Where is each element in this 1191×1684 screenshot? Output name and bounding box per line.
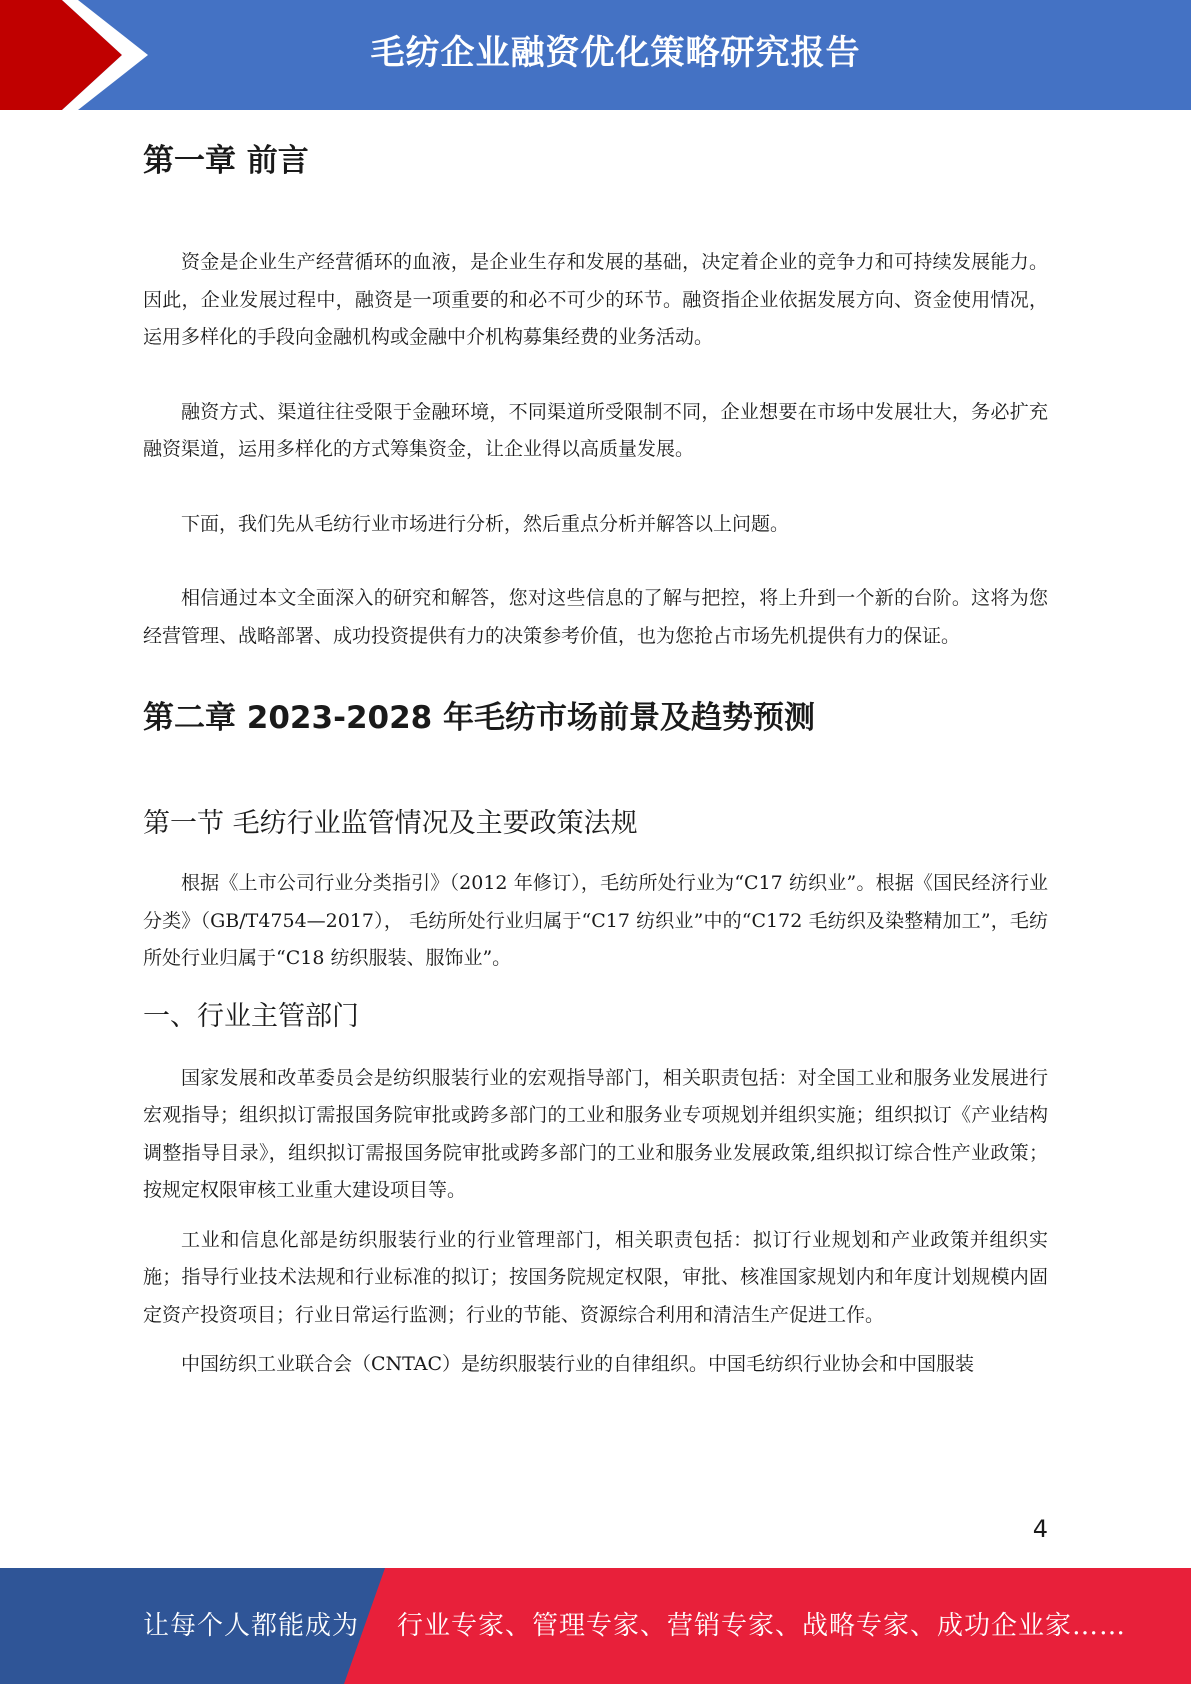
footer-slogan-right: 行业专家、管理专家、营销专家、战略专家、成功企业家…… — [397, 1611, 1127, 1641]
chapter-1-paragraph: 下面，我们先从毛纺行业市场进行分析，然后重点分析并解答以上问题。 — [181, 512, 790, 535]
report-title: 毛纺企业融资优化策略研究报告 — [370, 33, 861, 73]
subsection-1-paragraph: 中国纺织工业联合会（CNTAC）是纺织服装行业的自律组织。中国毛纺织行业协会和中国服装 — [181, 1353, 975, 1375]
chapter-1-paragraph: 资金是企业生产经营循环的血液，是企业生存和发展的基础，决定着企业的竞争力和可持续发展能力。因此，企业发展过程中，融资是一项重要的和必不可少的环节。融资指企业依据发展方向、资金使用情况，运用多样化的手段向金融机构或金融中介机构募集经费的业务活动。 — [143, 251, 1048, 348]
page-number: 4 — [1032, 1515, 1048, 1543]
chapter-1-paragraph: 相信通过本文全面深入的研究和解答，您对这些信息的了解与把控，将上升到一个新的台阶。这将为您经营管理、战略部署、成功投资提供有力的决策参考价值，也为您抢占市场先机提供有力的保证。 — [143, 587, 1048, 647]
chapter-1-paragraph: 融资方式、渠道往往受限于金融环境，不同渠道所受限制不同，企业想要在市场中发展壮大，务必扩充融资渠道，运用多样化的方式筹集资金，让企业得以高质量发展。 — [143, 400, 1048, 460]
section-1-paragraph: 根据《上市公司行业分类指引》（2012 年修订），毛纺所处行业为“C17 纺织业”。根据《国民经济行业分类》（GB/T4754—2017）， 毛纺所处行业归属于“C17 纺织业”中的“C172 毛纺织及染整精加工”，毛纺所处行业归属于“C18 纺织服装、服饰业”。 — [143, 872, 1048, 969]
chapter-2-heading: 第二章 2023-2028 年毛纺市场前景及趋势预测 — [143, 700, 816, 736]
subsection-1-paragraph: 国家发展和改革委员会是纺织服装行业的宏观指导部门，相关职责包括：对全国工业和服务业发展进行宏观指导；组织拟订需报国务院审批或跨多部门的工业和服务业专项规划并组织实施；组织拟订《产业结构调整指导目录》，组织拟订需报国务院审批或跨多部门的工业和服务业发展政策,组织拟订综合性产业政策；按规定权限审核工业重大建设项目等。 — [143, 1066, 1048, 1201]
footer-band — [0, 1568, 1191, 1684]
subsection-1-heading: 一、行业主管部门 — [143, 1000, 359, 1032]
subsection-1-paragraph: 工业和信息化部是纺织服装行业的行业管理部门，相关职责包括：拟订行业规划和产业政策并组织实施；指导行业技术法规和行业标准的拟订；按国务院规定权限，审批、核准国家规划内和年度计划规模内固定资产投资项目；行业日常运行监测；行业的节能、资源综合利用和清洁生产促进工作。 — [143, 1228, 1048, 1326]
footer-slogan-left: 让每个人都能成为 — [143, 1611, 360, 1641]
page-content — [143, 130, 1048, 1384]
chapter-1-heading: 第一章 前言 — [143, 143, 309, 179]
header-band — [0, 0, 1191, 110]
section-1-heading: 第一节 毛纺行业监管情况及主要政策法规 — [143, 808, 638, 839]
